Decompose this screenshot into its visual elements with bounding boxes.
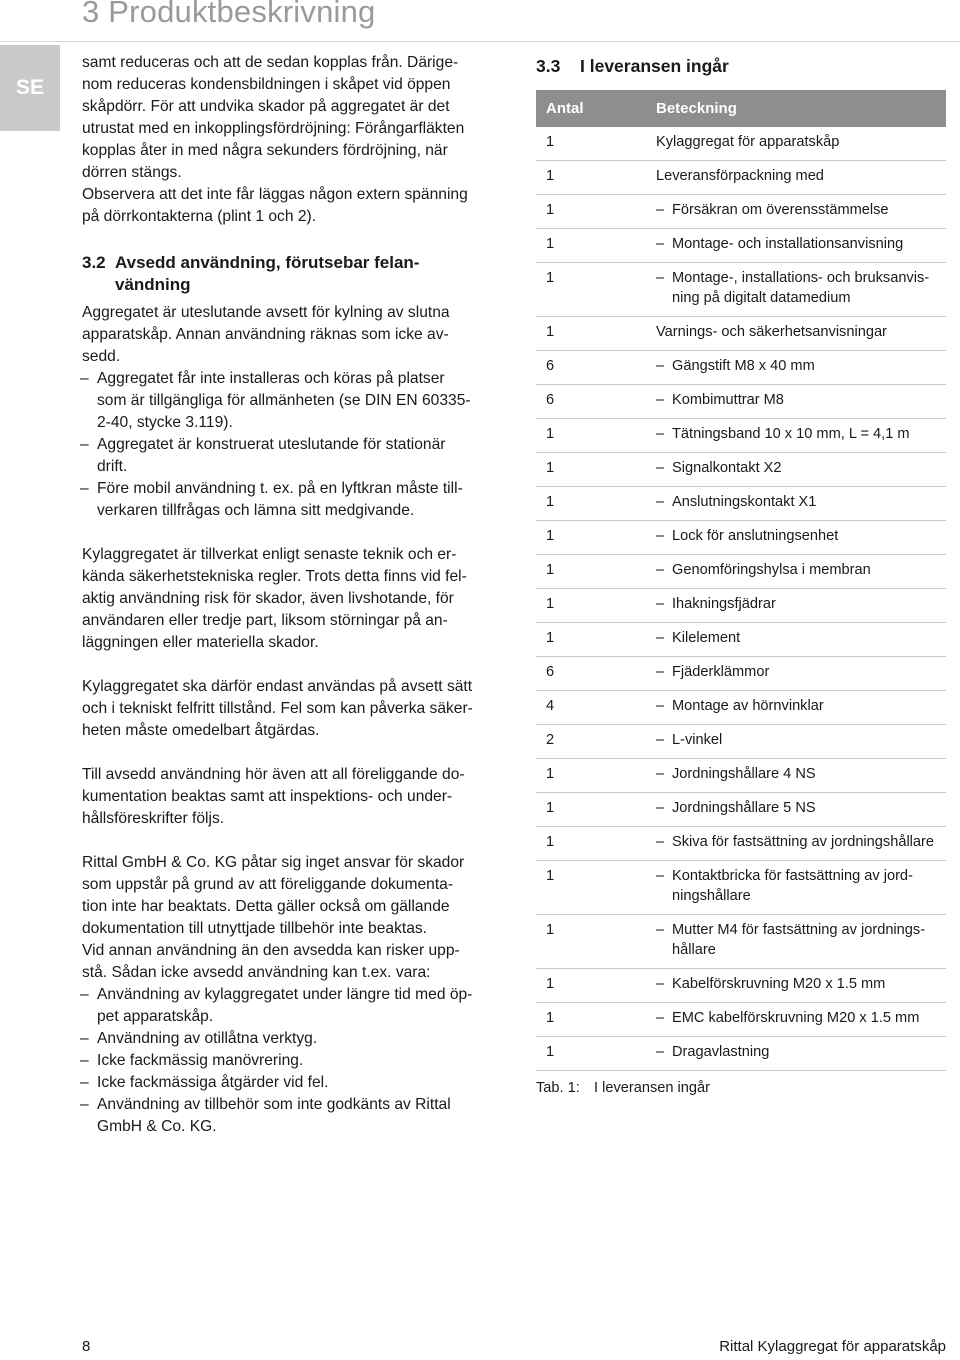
dash-marker: – [656, 922, 665, 938]
item-name-line: Leveransförpackning med [656, 168, 824, 184]
item-name-cell [646, 861, 946, 915]
item-name-cell [646, 317, 946, 351]
table-row [536, 453, 946, 487]
quantity-cell: 1 [536, 195, 646, 229]
item-name-cell [646, 419, 946, 453]
text-line: Aggregatet är uteslutande avsett för kylning av slutna [82, 304, 450, 321]
item-name-cell [646, 351, 946, 385]
text-line: Kylaggregatet är tillverkat enligt senaste teknik och er- [82, 546, 457, 563]
misuse-intro-paragraph [82, 940, 512, 984]
quantity-cell: 1 [536, 521, 646, 555]
item-name-line: Mutter M4 för fastsättning av jordnings- [672, 922, 926, 938]
text-line: skåpdörr. För att undvika skador på aggregatet är det [82, 98, 450, 115]
item-name-cell [646, 827, 946, 861]
dash-marker: – [656, 976, 665, 992]
text-line: sedd. [82, 348, 121, 365]
list-item-line: Användning av kylaggregatet under längre tid med öp- [97, 986, 473, 1003]
item-name-cell [646, 453, 946, 487]
item-name-cell [646, 1037, 946, 1071]
item-name-line: Kabelförskruvning M20 x 1.5 mm [672, 976, 886, 992]
text-line: Observera att det inte får läggas någon extern spänning [82, 186, 468, 203]
item-name-cell [646, 691, 946, 725]
text-line: på dörrkontakterna (plint 1 och 2). [82, 208, 317, 225]
item-name-cell [646, 487, 946, 521]
proper-operation-paragraph [82, 676, 512, 742]
dash-marker: – [656, 202, 665, 218]
item-name-cell [646, 589, 946, 623]
list-item [82, 1072, 512, 1094]
item-name-line: ning på digitalt datamedium [672, 290, 851, 306]
quantity-cell: 1 [536, 969, 646, 1003]
text-line: stå. Sådan icke avsedd användning kan t.ex. vara: [82, 964, 431, 981]
item-name-line: Kontaktbricka för fastsättning av jord- [672, 868, 913, 884]
section-heading-3-3 [536, 54, 946, 78]
page-number: 8 [82, 1338, 91, 1355]
item-name-line: Genomföringshylsa i membran [672, 562, 871, 578]
dash-marker: – [656, 562, 665, 578]
table-row [536, 1037, 946, 1071]
item-name-cell [646, 623, 946, 657]
dash-marker: – [656, 392, 665, 408]
text-line: kumentation beaktas samt att inspektions- och under- [82, 788, 453, 805]
quantity-cell: 1 [536, 915, 646, 969]
dash-marker: – [656, 528, 665, 544]
left-column [82, 52, 512, 1138]
list-item [82, 1050, 512, 1072]
header-divider [0, 41, 960, 42]
intended-use-paragraph [82, 302, 512, 368]
table-row [536, 161, 946, 195]
quantity-cell: 1 [536, 263, 646, 317]
table-row [536, 969, 946, 1003]
table-row [536, 229, 946, 263]
item-name-line: Skiva för fastsättning av jordningshållare [672, 834, 935, 850]
safety-paragraph [82, 544, 512, 654]
section-title: I leveransen ingår [580, 56, 729, 76]
text-line: apparatskåp. Annan användning räknas som icke av- [82, 326, 449, 343]
dash-marker: – [656, 460, 665, 476]
item-name-line: Fjäderklämmor [672, 664, 770, 680]
table-row [536, 589, 946, 623]
quantity-cell: 6 [536, 351, 646, 385]
text-line: som uppstår på grund av att föreliggande dokumenta- [82, 876, 454, 893]
table-row [536, 657, 946, 691]
table-row [536, 195, 946, 229]
quantity-cell: 1 [536, 229, 646, 263]
text-line: Rittal GmbH & Co. KG påtar sig inget ansvar för skador [82, 854, 465, 871]
item-name-cell [646, 759, 946, 793]
restriction-list [82, 368, 512, 522]
item-name-line: Tätningsband 10 x 10 mm, L = 4,1 m [672, 426, 910, 442]
text-line: kopplas åter in med några sekunders fördröjning, när [82, 142, 448, 159]
section-title-line: Avsedd användning, förutsebar felan- [115, 253, 420, 272]
list-item-line: Före mobil användning t. ex. på en lyftkran måste till- [97, 480, 463, 497]
quantity-cell: 1 [536, 453, 646, 487]
dash-marker: – [656, 630, 665, 646]
delivery-table [536, 90, 946, 1071]
table-row [536, 351, 946, 385]
item-name-line: Ihakningsfjädrar [672, 596, 776, 612]
text-line: utrustat med en inkopplingsfördröjning: Förångarfläkten [82, 120, 465, 137]
text-line: dokumentation till utnyttjade tillbehör inte beaktas. [82, 920, 428, 937]
item-name-cell [646, 969, 946, 1003]
list-item-line: drift. [97, 458, 128, 475]
door-contact-note [82, 184, 512, 228]
list-item-line: Icke fackmässiga åtgärder vid fel. [97, 1074, 329, 1091]
item-name-cell [646, 161, 946, 195]
item-name-line: Dragavlastning [672, 1044, 770, 1060]
intro-paragraph [82, 52, 512, 184]
table-row [536, 915, 946, 969]
dash-marker: – [656, 1010, 665, 1026]
list-item-line: Aggregatet får inte installeras och köras på platser [97, 370, 445, 387]
misuse-list [82, 984, 512, 1138]
quantity-cell: 1 [536, 1003, 646, 1037]
item-name-line: Montage av hörnvinklar [672, 698, 824, 714]
item-name-line: Kilelement [672, 630, 741, 646]
list-item-line: Icke fackmässig manövrering. [97, 1052, 304, 1069]
dash-marker: – [656, 834, 665, 850]
quantity-cell: 1 [536, 317, 646, 351]
dash-marker: – [656, 494, 665, 510]
list-item-line: verkaren tillfrågas och lämna sitt medgivande. [97, 502, 415, 519]
item-name-cell [646, 385, 946, 419]
quantity-cell: 6 [536, 385, 646, 419]
table-row [536, 691, 946, 725]
quantity-cell: 1 [536, 161, 646, 195]
item-name-line: Montage- och installationsanvisning [672, 236, 904, 252]
dash-marker: – [656, 868, 665, 884]
quantity-cell: 1 [536, 419, 646, 453]
list-item [82, 1094, 512, 1138]
text-line: nom reduceras kondensbildningen i skåpet vid öppen [82, 76, 451, 93]
dash-marker: – [656, 698, 665, 714]
table-row [536, 861, 946, 915]
item-name-cell [646, 657, 946, 691]
item-name-line: Montage-, installations- och bruksanvis- [672, 270, 930, 286]
table-row [536, 827, 946, 861]
quantity-cell: 1 [536, 827, 646, 861]
dash-marker: – [656, 596, 665, 612]
list-item-line: 2-40, stycke 3.119). [97, 414, 233, 431]
text-line: Kylaggregatet ska därför endast användas på avsett sätt [82, 678, 473, 695]
dash-marker: – [656, 732, 665, 748]
dash-marker: – [656, 358, 665, 374]
item-name-cell [646, 195, 946, 229]
item-name-line: hållare [672, 942, 716, 958]
item-name-cell [646, 915, 946, 969]
table-row [536, 317, 946, 351]
text-line: Till avsedd användning hör även att all föreliggande do- [82, 766, 465, 783]
liability-paragraph [82, 852, 512, 940]
quantity-cell: 1 [536, 861, 646, 915]
list-item-line: pet apparatskåp. [97, 1008, 214, 1025]
table-row [536, 725, 946, 759]
list-item [82, 1028, 512, 1050]
item-name-line: Kombimuttrar M8 [672, 392, 784, 408]
item-name-line: Försäkran om överensstämmelse [672, 202, 889, 218]
column-header-name: Beteckning [646, 90, 946, 127]
dash-marker: – [656, 270, 665, 286]
text-line: samt reduceras och att de sedan kopplas från. Därige- [82, 54, 459, 71]
text-line: användaren eller tredje part, liksom störningar på an- [82, 612, 448, 629]
quantity-cell: 1 [536, 623, 646, 657]
footer-document-title: Rittal Kylaggregat för apparatskåp [719, 1338, 946, 1355]
table-row [536, 793, 946, 827]
section-number: 3.2 [82, 253, 106, 272]
right-column [536, 54, 946, 1096]
table-body [536, 127, 946, 1071]
item-name-line: Lock för anslutningsenhet [672, 528, 839, 544]
list-item [82, 368, 512, 434]
item-name-cell [646, 555, 946, 589]
caption-label: Tab. 1: [536, 1080, 580, 1096]
list-item [82, 478, 512, 522]
item-name-cell [646, 229, 946, 263]
table-row [536, 521, 946, 555]
table-row [536, 623, 946, 657]
item-name-cell [646, 263, 946, 317]
text-line: hållsföreskrifter följs. [82, 810, 225, 827]
item-name-line: ningshållare [672, 888, 751, 904]
section-title-line: vändning [115, 275, 191, 294]
table-row [536, 385, 946, 419]
quantity-cell: 2 [536, 725, 646, 759]
documentation-paragraph [82, 764, 512, 830]
item-name-line: Varnings- och säkerhetsanvisningar [656, 324, 887, 340]
text-line: heten måste omedelbart åtgärdas. [82, 722, 320, 739]
language-tab: SE [0, 45, 60, 131]
item-name-line: Jordningshållare 4 NS [672, 766, 816, 782]
dash-marker: – [656, 426, 665, 442]
quantity-cell: 6 [536, 657, 646, 691]
quantity-cell: 1 [536, 589, 646, 623]
dash-marker: – [656, 664, 665, 680]
quantity-cell: 1 [536, 555, 646, 589]
item-name-line: L-vinkel [672, 732, 723, 748]
quantity-cell: 1 [536, 127, 646, 161]
item-name-line: EMC kabelförskruvning M20 x 1.5 mm [672, 1010, 920, 1026]
item-name-cell [646, 1003, 946, 1037]
table-row [536, 759, 946, 793]
item-name-cell [646, 127, 946, 161]
item-name-cell [646, 793, 946, 827]
table-row [536, 555, 946, 589]
quantity-cell: 1 [536, 487, 646, 521]
section-heading-3-2 [82, 252, 512, 296]
dash-marker: – [656, 766, 665, 782]
dash-marker: – [656, 800, 665, 816]
item-name-cell [646, 725, 946, 759]
list-item-line: Användning av tillbehör som inte godkänts av Rittal [97, 1096, 451, 1113]
text-line: dörren stängs. [82, 164, 182, 181]
text-line: kända säkerhetstekniska regler. Trots detta finns vid fel- [82, 568, 467, 585]
table-header-row [536, 90, 946, 127]
quantity-cell: 1 [536, 793, 646, 827]
caption-text: I leveransen ingår [594, 1080, 711, 1096]
item-name-line: Signalkontakt X2 [672, 460, 782, 476]
text-line: aktig användning risk för skador, även livshotande, för [82, 590, 454, 607]
table-row [536, 1003, 946, 1037]
list-item-line: som är tillgängliga för allmänheten (se DIN EN 60335- [97, 392, 471, 409]
item-name-line: Gängstift M8 x 40 mm [672, 358, 815, 374]
item-name-line: Jordningshållare 5 NS [672, 800, 816, 816]
table-row [536, 419, 946, 453]
table-row [536, 263, 946, 317]
quantity-cell: 1 [536, 1037, 646, 1071]
dash-marker: – [656, 1044, 665, 1060]
list-item-line: Användning av otillåtna verktyg. [97, 1030, 318, 1047]
table-caption [536, 1080, 946, 1096]
section-number: 3.3 [536, 56, 561, 76]
list-item [82, 434, 512, 478]
quantity-cell: 1 [536, 759, 646, 793]
list-item-line: GmbH & Co. KG. [97, 1118, 217, 1135]
item-name-cell [646, 521, 946, 555]
text-line: och i tekniskt felfritt tillstånd. Fel som kan påverka säker- [82, 700, 473, 717]
table-row [536, 487, 946, 521]
text-line: tion inte har beaktats. Detta gäller också om gällande [82, 898, 450, 915]
quantity-cell: 4 [536, 691, 646, 725]
item-name-line: Kylaggregat för apparatskåp [656, 134, 840, 150]
page-title: 3 Produktbeskrivning [82, 0, 376, 29]
text-line: Vid annan användning än den avsedda kan risker upp- [82, 942, 460, 959]
column-header-qty: Antal [536, 90, 646, 127]
table-row [536, 127, 946, 161]
dash-marker: – [656, 236, 665, 252]
text-line: läggningen eller materiella skador. [82, 634, 319, 651]
list-item-line: Aggregatet är konstruerat uteslutande för stationär [97, 436, 446, 453]
list-item [82, 984, 512, 1028]
item-name-line: Anslutningskontakt X1 [672, 494, 817, 510]
